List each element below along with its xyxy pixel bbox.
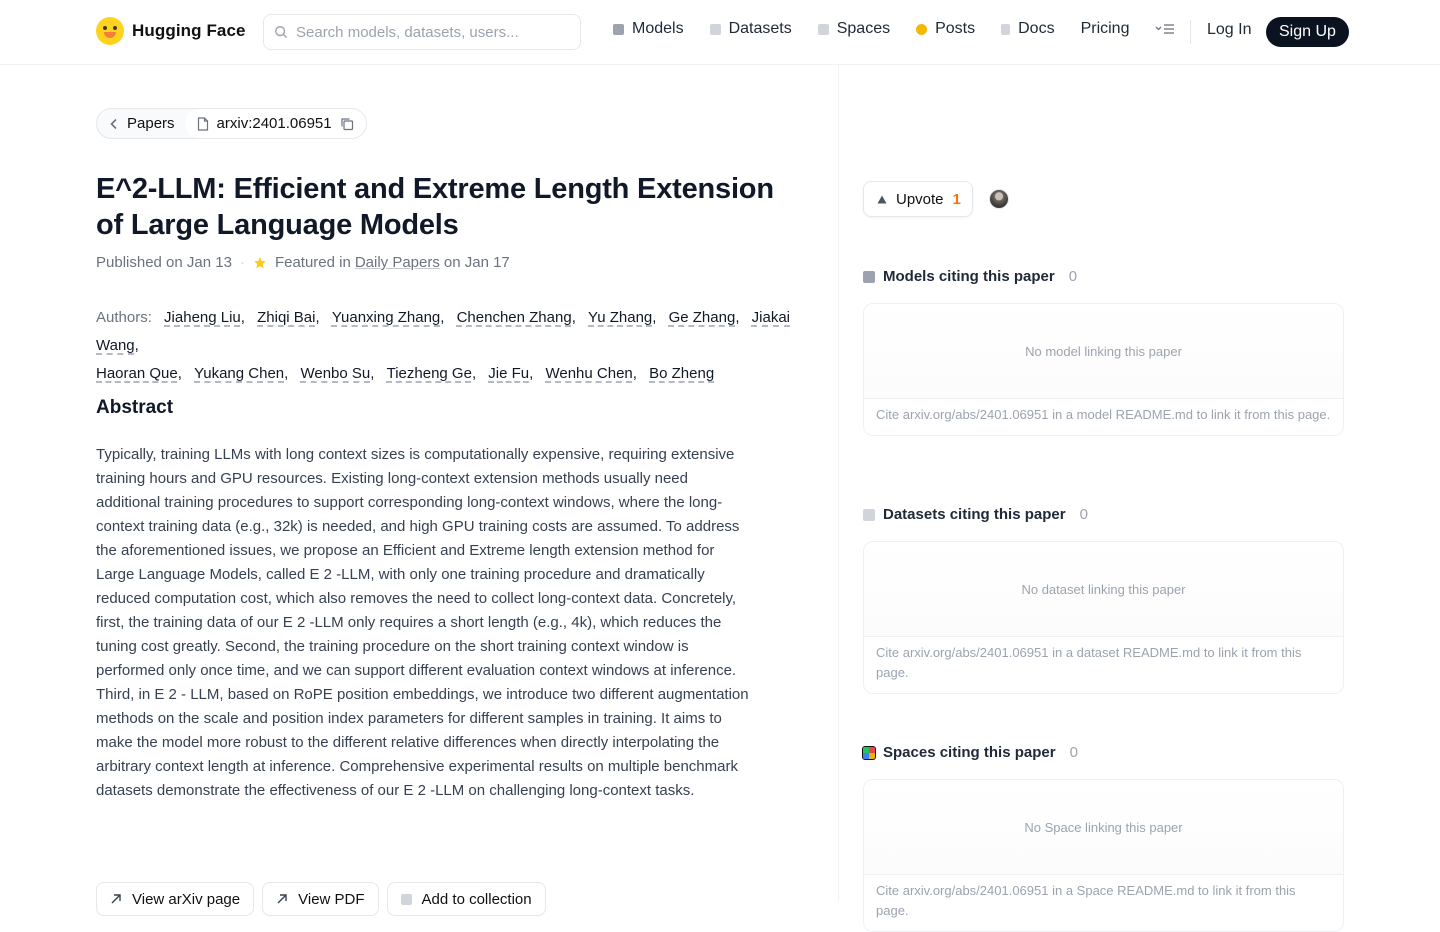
cube-icon bbox=[613, 24, 624, 35]
nav-label: Posts bbox=[935, 20, 976, 37]
author-link[interactable]: Jiakai Wang bbox=[96, 309, 791, 354]
nav-divider bbox=[1190, 20, 1191, 44]
nav-label: Spaces bbox=[836, 20, 891, 37]
authors-label: Authors: bbox=[96, 309, 152, 326]
author-link[interactable]: Haoran Que bbox=[96, 365, 178, 382]
daily-papers-link[interactable]: Daily Papers bbox=[354, 254, 440, 271]
nav-label: Pricing bbox=[1080, 20, 1130, 37]
brand-link[interactable] bbox=[96, 17, 246, 45]
section-count: 0 bbox=[1079, 506, 1088, 523]
paper-title: E^2-LLM: Efficient and Extreme Length Extension of Large Language Models bbox=[96, 173, 774, 241]
author-link[interactable]: Yu Zhang bbox=[588, 309, 653, 326]
brand-name: Hugging Face bbox=[132, 21, 246, 40]
abstract-text: Typically, training LLMs with long context sizes is computationally expensive, requiring extensive training hours and GPU resources. Existing long-context extension methods usually need additional training procedures to support corresponding long-context windows, where the long-context training data (e.g., 32k) is needed, and high GPU training costs are assumed. To address the aforementioned issues, we propose an Efficient and Extreme length extension method for Large Language Models, called E 2 -LLM, with only one training procedure and dramatically reduced computation cost, which also removes the need to collect long-context data. Concretely, first, the training data of our E 2 -LLM only requires a short length (e.g., 4k), which reduces the tuning cost greatly. Second, the training procedure on the short training context window is performed only once time, and we can support different evaluation context windows at inference. Third, in E 2 - LLM, based on RoPE position embeddings, we introduce two different augmentation methods on the scale and position index parameters for different samples in training. It aims to make the model more robust to the different relative differences when directly interpolating the arbitrary context length at inference. Comprehensive experimental results on multiple benchmark datasets demonstrate the effectiveness of our E 2 -LLM on challenging long-context tasks. bbox=[96, 446, 749, 799]
view-pdf-label: View PDF bbox=[298, 890, 365, 908]
spaces-grid-icon bbox=[863, 747, 875, 759]
more-menu-icon bbox=[1155, 22, 1175, 36]
section-card bbox=[863, 541, 1344, 694]
nav-more-menu[interactable] bbox=[1155, 22, 1175, 36]
author-link[interactable]: Wenbo Su bbox=[300, 365, 371, 382]
empty-state: No dataset linking this paper bbox=[864, 542, 1343, 637]
featured-suffix: on Jan 17 bbox=[443, 254, 510, 271]
database-icon bbox=[710, 24, 721, 35]
view-arxiv-button[interactable] bbox=[96, 882, 254, 916]
database-icon bbox=[863, 509, 875, 521]
paper-meta bbox=[96, 254, 510, 271]
empty-state: No Space linking this paper bbox=[864, 780, 1343, 875]
document-icon bbox=[197, 117, 209, 131]
author-link[interactable]: Jiaheng Liu bbox=[164, 309, 241, 326]
arxiv-id-chip bbox=[185, 109, 366, 138]
add-to-collection-label: Add to collection bbox=[421, 890, 532, 908]
breadcrumb bbox=[96, 108, 367, 139]
author-link[interactable]: Bo Zheng bbox=[649, 365, 715, 382]
authors-list: Authors: Jiaheng Liu, Zhiqi Bai, Yuanxing Zhang, Chenchen Zhang, Yu Zhang, Ge Zhang, Jiakai Wang, Haoran Que, Yukang Chen, Wenbo Su, Tiezheng Ge, Jie Fu, Wenhu Chen, Bo Zheng bbox=[96, 309, 791, 382]
external-link-icon bbox=[110, 893, 122, 905]
author-link[interactable]: Tiezheng Ge bbox=[386, 365, 472, 382]
section-count: 0 bbox=[1069, 744, 1078, 761]
login-link[interactable]: Log In bbox=[1207, 21, 1252, 38]
nav-item-datasets[interactable] bbox=[710, 20, 792, 38]
upvote-triangle-icon bbox=[877, 195, 887, 204]
author-link[interactable]: Yuanxing Zhang bbox=[331, 309, 441, 326]
section-title: Datasets citing this paper bbox=[883, 506, 1066, 523]
author-link[interactable]: Ge Zhang bbox=[668, 309, 736, 326]
author-link[interactable]: Chenchen Zhang bbox=[456, 309, 572, 326]
search-input[interactable] bbox=[296, 24, 566, 41]
external-link-icon bbox=[276, 893, 288, 905]
back-to-papers-link[interactable] bbox=[97, 109, 185, 138]
cite-hint: Cite arxiv.org/abs/2401.06951 in a dataset README.md to link it from this page. bbox=[876, 645, 1302, 680]
section-title: Spaces citing this paper bbox=[883, 744, 1056, 761]
speech-bubble-icon bbox=[916, 24, 927, 35]
meta-separator: · bbox=[239, 254, 245, 271]
arxiv-id-label: arxiv:2401.06951 bbox=[216, 115, 332, 132]
cite-hint: Cite arxiv.org/abs/2401.06951 in a model README.md to link it from this page. bbox=[876, 407, 1331, 422]
search-icon bbox=[274, 25, 288, 39]
upvote-count: 1 bbox=[952, 190, 961, 208]
author-link[interactable]: Wenhu Chen bbox=[545, 365, 633, 382]
avatar[interactable] bbox=[989, 189, 1009, 209]
section-heading bbox=[863, 268, 1344, 285]
nav-item-models[interactable] bbox=[613, 20, 684, 38]
upvote-button[interactable] bbox=[863, 181, 973, 217]
datasets-citing-section bbox=[863, 506, 1344, 694]
hugging-face-logo-icon bbox=[96, 17, 124, 45]
section-count: 0 bbox=[1068, 268, 1078, 285]
nav-item-spaces[interactable] bbox=[818, 20, 890, 38]
search-box[interactable] bbox=[263, 14, 581, 50]
abstract-heading: Abstract bbox=[96, 397, 174, 418]
nav-label: Docs bbox=[1018, 20, 1055, 37]
chevron-left-icon bbox=[109, 118, 119, 130]
main-nav bbox=[613, 20, 1175, 38]
nav-item-docs[interactable] bbox=[1001, 20, 1054, 38]
author-link[interactable]: Yukang Chen bbox=[194, 365, 285, 382]
featured-prefix: Featured in bbox=[274, 254, 351, 271]
breadcrumb-papers-label: Papers bbox=[127, 115, 175, 132]
author-link[interactable]: Jie Fu bbox=[488, 365, 530, 382]
copy-icon[interactable] bbox=[340, 117, 354, 131]
published-date: Published on Jan 13 bbox=[96, 254, 232, 271]
nav-item-pricing[interactable] bbox=[1081, 20, 1130, 38]
star-icon bbox=[253, 256, 267, 270]
collection-icon bbox=[401, 894, 412, 905]
nav-item-posts[interactable] bbox=[916, 20, 975, 38]
view-arxiv-label: View arXiv page bbox=[132, 890, 241, 908]
add-to-collection-button[interactable] bbox=[387, 882, 546, 916]
nav-label: Datasets bbox=[728, 20, 792, 37]
author-link[interactable]: Zhiqi Bai bbox=[257, 309, 316, 326]
signup-button[interactable]: Sign Up bbox=[1266, 17, 1349, 47]
cite-hint: Cite arxiv.org/abs/2401.06951 in a Space README.md to link it from this page. bbox=[876, 883, 1296, 918]
section-heading bbox=[863, 506, 1344, 523]
cube-icon bbox=[863, 271, 875, 283]
models-citing-section bbox=[863, 268, 1344, 436]
column-divider bbox=[838, 65, 839, 900]
paper-actions bbox=[96, 882, 546, 916]
spaces-citing-section bbox=[863, 744, 1344, 932]
upvote-label: Upvote bbox=[896, 190, 944, 208]
empty-state: No model linking this paper bbox=[864, 304, 1343, 399]
section-heading bbox=[863, 744, 1344, 761]
top-navbar bbox=[0, 0, 1440, 65]
nav-label: Models bbox=[632, 20, 684, 37]
section-title: Models citing this paper bbox=[883, 268, 1055, 285]
doc-icon bbox=[1001, 24, 1010, 35]
view-pdf-button[interactable] bbox=[262, 882, 378, 916]
grid-icon bbox=[818, 24, 829, 35]
section-card bbox=[863, 779, 1344, 932]
section-card bbox=[863, 303, 1344, 436]
